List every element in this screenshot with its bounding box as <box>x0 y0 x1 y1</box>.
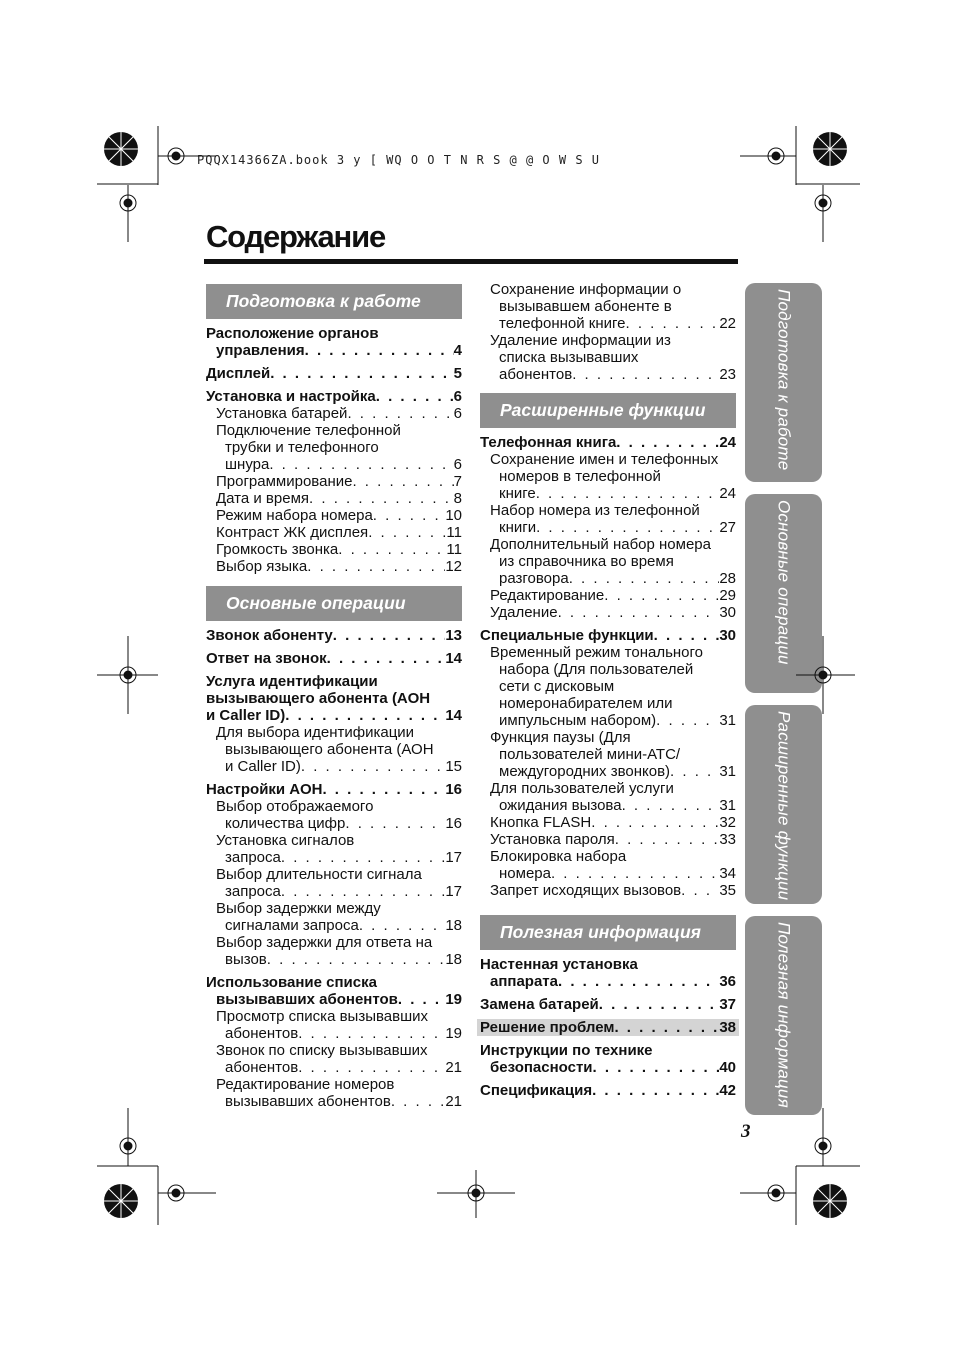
entry-text: ожидания вызова <box>499 797 622 814</box>
page-number: 6 <box>453 456 462 473</box>
entry-line: Подключение телефонной <box>216 422 401 439</box>
page-number: 6 <box>453 405 462 422</box>
entry-text: Телефонная книга <box>480 434 617 451</box>
page-number: 21 <box>445 1093 462 1110</box>
entry-text: Запрет исходящих вызовов <box>490 882 682 899</box>
page-number: 30 <box>719 627 736 644</box>
section-header-basic-operations: Основные операции <box>206 586 462 621</box>
page-number: 16 <box>445 781 462 798</box>
entry-line: Функция паузы (Для <box>490 729 631 746</box>
entry-line: Выбор задержки для ответа на <box>216 934 433 951</box>
entry-text: Кнопка FLASH <box>490 814 592 831</box>
entry-line: Сохранение информации о <box>490 281 682 298</box>
entry-line: Услуга идентификации <box>206 673 378 690</box>
entry-text: Дисплей <box>206 365 271 382</box>
entry-line: Дополнительный набор номера <box>490 536 711 553</box>
entry-line: Сохранение имен и телефонных <box>490 451 719 468</box>
entry-line: Временный режим тонального <box>490 644 703 661</box>
entry-line: Редактирование номеров <box>216 1076 395 1093</box>
entry-line: Для пользователей услуги <box>490 780 674 797</box>
entry-line: пользователей мини-АТС/ <box>499 746 681 763</box>
entry-text: управления <box>216 342 305 359</box>
page-number: 18 <box>445 917 462 934</box>
entry-text: Решение проблем <box>480 1019 615 1036</box>
page-number: 14 <box>445 650 462 667</box>
entry-line: вызывавшем абоненте в <box>499 298 672 315</box>
entry-line: Набор номера из телефонной <box>490 502 700 519</box>
entry-line: Настенная установка <box>480 956 638 973</box>
page-number: 42 <box>719 1082 736 1099</box>
entry-text: Установка и настройка <box>206 388 376 405</box>
page-number: 13 <box>445 627 462 644</box>
entry-line: Инструкции по технике <box>480 1042 653 1059</box>
file-header-line: PQQX14366ZA.book 3 y [ WQ O O T N R S @ @ O W S U <box>197 153 601 167</box>
entry-line: вызывающего абонента (АОН <box>225 741 434 758</box>
page-number: 17 <box>445 883 462 900</box>
entry-text: Специальные функции <box>480 627 654 644</box>
entry-text: Установка пароля <box>490 831 615 848</box>
entry-text: вызывавших абонентов <box>225 1093 391 1110</box>
page-number: 19 <box>445 991 462 1008</box>
entry-line: вызывающего абонента (АОН <box>206 690 431 707</box>
section-header-advanced-functions: Расширенные функции <box>480 393 736 428</box>
page-number-footer: 3 <box>741 1121 751 1142</box>
page-number: 35 <box>719 882 736 899</box>
page-number: 5 <box>453 365 462 382</box>
entry-line: Для выбора идентификации <box>216 724 415 741</box>
page-number: 4 <box>453 342 462 359</box>
section-header-useful-info: Полезная информация <box>480 915 736 950</box>
page-number: 11 <box>446 524 462 541</box>
entry-line: Использование списка <box>206 974 377 991</box>
page-number: 24 <box>719 485 736 502</box>
entry-text: Программирование <box>216 473 353 490</box>
entry-text: аппарата <box>490 973 558 990</box>
page-number: 33 <box>719 831 736 848</box>
page-number: 38 <box>719 1019 736 1036</box>
entry-text: Удаление <box>490 604 558 621</box>
page-number: 16 <box>445 815 462 832</box>
page-number: 18 <box>445 951 462 968</box>
page-number: 14 <box>445 707 462 724</box>
entry-text: телефонной книге <box>499 315 626 332</box>
page-number: 31 <box>719 763 736 780</box>
page-number: 37 <box>719 996 736 1013</box>
page-number: 21 <box>445 1059 462 1076</box>
entry-text: Редактирование <box>490 587 605 604</box>
entry-text: Установка батарей <box>216 405 348 422</box>
page-number: 31 <box>719 712 736 729</box>
page-number: 40 <box>719 1059 736 1076</box>
entry-line: трубки и телефонного <box>225 439 379 456</box>
page-number: 22 <box>719 315 736 332</box>
entry-text: Настройки АОН <box>206 781 323 798</box>
entry-text: Спецификация <box>480 1082 593 1099</box>
page-number: 10 <box>445 507 462 524</box>
page-number: 32 <box>719 814 736 831</box>
section-header-preparation: Подготовка к работе <box>206 284 462 319</box>
entry-text: Громкость звонка <box>216 541 339 558</box>
entry-text: Режим набора номера <box>216 507 373 524</box>
entry-text: и Caller ID) <box>225 758 301 775</box>
entry-line: Звонок по списку вызывавших <box>216 1042 428 1059</box>
entry-text: Звонок абоненту <box>206 627 333 644</box>
page-number: 19 <box>445 1025 462 1042</box>
page-number: 11 <box>446 541 462 558</box>
entry-text: абонентов <box>225 1059 299 1076</box>
side-tab-advanced-functions[interactable]: Расширенные функции <box>745 705 822 904</box>
page-number: 15 <box>445 758 462 775</box>
entry-text: шнура <box>225 456 270 473</box>
entry-text: номера <box>499 865 551 882</box>
page-number: 24 <box>719 434 736 451</box>
entry-line: номеров в телефонной <box>499 468 661 485</box>
entry-line: Блокировка набора <box>490 848 627 865</box>
entry-text: и Caller ID) <box>206 707 286 724</box>
page-number: 27 <box>719 519 736 536</box>
entry-line: из справочника во время <box>499 553 674 570</box>
entry-text: вызов <box>225 951 267 968</box>
page-number: 6 <box>453 388 462 405</box>
entry-line: набора (Для пользователей <box>499 661 694 678</box>
entry-line: Удаление информации из <box>490 332 671 349</box>
page-title: Содержание <box>206 219 385 254</box>
page-number: 36 <box>719 973 736 990</box>
entry-text: междугородних звонков) <box>499 763 671 780</box>
entry-text: абонентов <box>225 1025 299 1042</box>
entry-line: Расположение органов <box>206 325 379 342</box>
entry-text: безопасности <box>490 1059 593 1076</box>
page-number: 12 <box>445 558 462 575</box>
entry-text: количества цифр <box>225 815 346 832</box>
entry-text: абонентов <box>499 366 573 383</box>
entry-text: Выбор языка <box>216 558 308 575</box>
entry-line: списка вызывавших <box>499 349 639 366</box>
side-tab-useful-info[interactable]: Полезная информация <box>745 916 822 1115</box>
entry-line: Выбор отображаемого <box>216 798 374 815</box>
entry-text: книге <box>499 485 536 502</box>
page-number: 30 <box>719 604 736 621</box>
entry-text: Дата и время <box>216 490 310 507</box>
page-number: 29 <box>719 587 736 604</box>
entry-text: запроса <box>225 883 281 900</box>
page-number: 34 <box>719 865 736 882</box>
entry-text: разговора <box>499 570 569 587</box>
entry-line: Просмотр списка вызывавших <box>216 1008 429 1025</box>
entry-line: Установка сигналов <box>216 832 355 849</box>
entry-text: сигналами запроса <box>225 917 359 934</box>
entry-line: сети с дисковым <box>499 678 615 695</box>
side-tab-basic-operations[interactable]: Основные операции <box>745 494 822 693</box>
entry-text: вызывавших абонентов <box>216 991 398 1008</box>
entry-line: Выбор задержки между <box>216 900 381 917</box>
entry-text: запроса <box>225 849 281 866</box>
entry-text: Замена батарей <box>480 996 599 1013</box>
entry-text: импульсным набором) <box>499 712 657 729</box>
page-number: 8 <box>453 490 462 507</box>
page-number: 28 <box>719 570 736 587</box>
entry-text: книги <box>499 519 537 536</box>
entry-text: Ответ на звонок <box>206 650 327 667</box>
entry-text: Контраст ЖК дисплея <box>216 524 369 541</box>
page-number: 7 <box>453 473 462 490</box>
side-tab-preparation[interactable]: Подготовка к работе <box>745 283 822 482</box>
entry-line: номеронабирателем или <box>499 695 673 712</box>
page-number: 17 <box>445 849 462 866</box>
page-number: 31 <box>719 797 736 814</box>
page-number: 23 <box>719 366 736 383</box>
entry-line: Выбор длительности сигнала <box>216 866 422 883</box>
